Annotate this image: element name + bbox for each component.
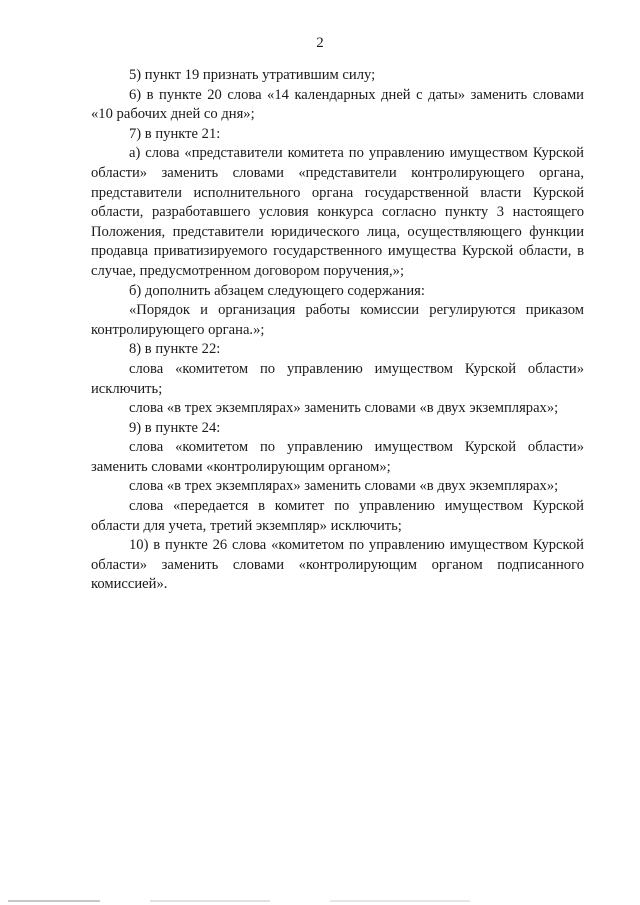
item-9-change-2: слова «в трех экземплярах» заменить словами «в двух экземплярах»;	[129, 478, 559, 495]
item-8-heading: 8) в пункте 22:	[129, 341, 221, 358]
item-7b-paragraph: б) дополнить абзацем следующего содержания:	[129, 282, 425, 299]
item-5-paragraph: 5) пункт 19 признать утратившим силу;	[129, 67, 376, 83]
item-10-paragraph: 10) в пункте 26 слова «комитетом по управлению имуществом Курской области» заменить словами «контролирующим органом подписанного комиссией».	[91, 537, 584, 593]
item-9-change-1: слова «комитетом по управлению имуществом Курской области» заменить словами «контролирующим органом»;	[91, 439, 584, 475]
item-7b-quote: «Порядок и организация работы комиссии регулируются приказом контролирующего органа.»;	[91, 302, 584, 338]
item-7a-paragraph: а) слова «представители комитета по управлению имуществом Курской области» заменить словами «представители контролирующего органа, представители исполнительного органа государственной власти Курской области, разработавшего условия конкурса согласно пункту 3 настоящего Положения, представители юридического лица, осуществляющего функции продавца приватизируемого государственного имущества Курской области, в случае, предусмотренном договором поручения,»;	[91, 145, 584, 279]
item-8-change-2: слова «в трех экземплярах» заменить словами «в двух экземплярах»;	[129, 400, 559, 417]
scan-artifact-line	[330, 900, 470, 902]
scan-artifact-line	[8, 900, 100, 902]
item-9-heading: 9) в пункте 24:	[129, 419, 221, 436]
document-body	[91, 66, 584, 595]
page-number: 2	[316, 35, 324, 51]
item-8-change-1: слова «комитетом по управлению имуществом Курской области» исключить;	[91, 360, 584, 397]
item-6-paragraph: 6) в пункте 20 слова «14 календарных дней с даты» заменить словами «10 рабочих дней со дня»;	[91, 86, 584, 123]
scan-artifact-line	[150, 900, 270, 902]
item-7-heading: 7) в пункте 21:	[129, 125, 221, 142]
item-9-change-3: слова «передается в комитет по управлению имуществом Курской области для учета, третий экземпляр» исключить;	[91, 498, 584, 534]
